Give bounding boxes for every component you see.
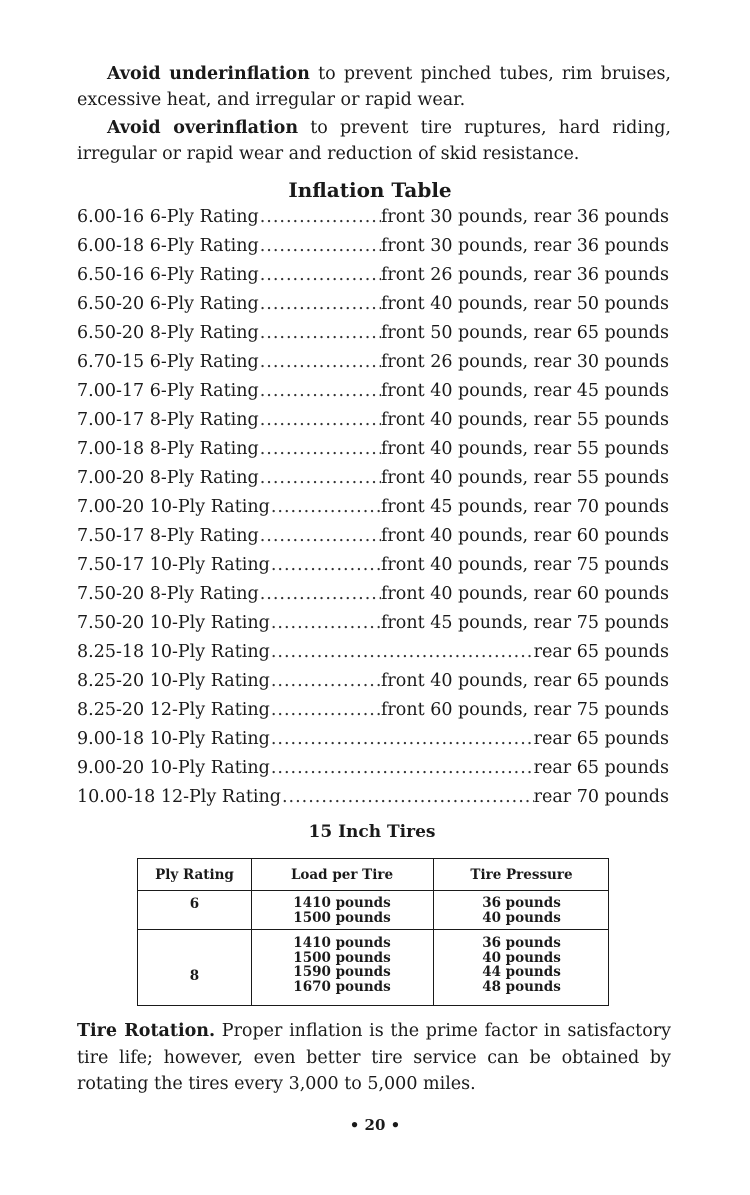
tire-size: 10.00-18 12-Ply Rating [77, 786, 281, 807]
pressure-value: 44 pounds [482, 964, 561, 980]
tire-size: 6.70-15 6-Ply Rating [77, 351, 259, 372]
pressure-group-8 [433, 936, 610, 994]
dot-leader [259, 323, 381, 343]
overinflation-text: to prevent tire ruptures, hard riding, irregular or rapid wear and reduction of skid resistance. [77, 118, 671, 164]
inflation-row [77, 550, 669, 579]
load-value: 1500 pounds [293, 949, 391, 966]
inflation-pressure: front 40 pounds, rear 55 pounds [380, 467, 669, 488]
tire-size: 6.00-16 6-Ply Rating [77, 206, 259, 227]
load-value: 1590 pounds [293, 964, 391, 980]
inflation-pressure: front 40 pounds, rear 50 pounds [380, 293, 669, 314]
dot-leader [259, 294, 381, 314]
dot-leader [259, 381, 381, 401]
ply-rating-6: 6 [189, 896, 200, 912]
tire-size: 6.50-20 6-Ply Rating [77, 293, 259, 314]
inflation-pressure: rear 70 pounds [533, 786, 669, 807]
inflation-row [77, 724, 669, 753]
dot-leader [259, 236, 381, 256]
tire-rotation-paragraph [77, 1018, 671, 1098]
tire-size: 7.00-17 8-Ply Rating [77, 409, 259, 430]
load-value: 1410 pounds [293, 895, 391, 911]
inflation-pressure: front 40 pounds, rear 65 pounds [380, 670, 669, 691]
pressure-group-6 [433, 896, 610, 925]
tire-size: 6.50-16 6-Ply Rating [77, 264, 259, 285]
header-ply-rating: Ply Rating [155, 867, 234, 883]
inflation-pressure: front 45 pounds, rear 70 pounds [380, 496, 669, 517]
inflation-pressure: front 40 pounds, rear 55 pounds [380, 409, 669, 430]
inflation-pressure: front 60 pounds, rear 75 pounds [380, 699, 669, 720]
inflation-row [77, 492, 669, 521]
dot-leader [259, 410, 381, 430]
inflation-pressure: front 40 pounds, rear 55 pounds [380, 438, 669, 459]
inflation-pressure: rear 65 pounds [533, 641, 669, 662]
inflation-row [77, 579, 669, 608]
inflation-pressure: front 40 pounds, rear 75 pounds [380, 554, 669, 575]
tire-size: 8.25-20 10-Ply Rating [77, 670, 270, 691]
tire-size: 8.25-20 12-Ply Rating [77, 699, 270, 720]
inflation-pressure: front 40 pounds, rear 60 pounds [380, 525, 669, 546]
tire-size: 6.00-18 6-Ply Rating [77, 235, 259, 256]
tire-size: 7.00-20 8-Ply Rating [77, 467, 259, 488]
inflation-pressure: rear 65 pounds [533, 757, 669, 778]
inflation-row [77, 463, 669, 492]
inflation-row [77, 289, 669, 318]
ply-rating-8: 8 [189, 968, 200, 984]
pressure-value: 40 pounds [482, 949, 561, 966]
tire-size: 8.25-18 10-Ply Rating [77, 641, 270, 662]
dot-leader [270, 555, 381, 575]
underinflation-lead: Avoid underinflation [107, 64, 310, 84]
inflation-row [77, 782, 669, 811]
dot-leader [259, 207, 381, 227]
tire-size: 7.50-20 10-Ply Rating [77, 612, 270, 633]
fifteen-inch-tires-title: 15 Inch Tires [308, 822, 436, 842]
pressure-value: 48 pounds [482, 978, 561, 995]
tire-rotation-lead: Tire Rotation. [77, 1021, 216, 1041]
inflation-row [77, 347, 669, 376]
table-header-row [138, 859, 608, 891]
inflation-pressure: rear 65 pounds [533, 728, 669, 749]
tire-size: 7.50-17 8-Ply Rating [77, 525, 259, 546]
load-value: 1670 pounds [293, 978, 391, 995]
load-group-8 [251, 936, 433, 994]
inflation-row [77, 405, 669, 434]
inflation-row [77, 753, 669, 782]
row-divider [138, 929, 608, 930]
dot-leader [259, 265, 381, 285]
overinflation-paragraph [77, 115, 671, 167]
pressure-value: 36 pounds [482, 935, 561, 951]
tire-size: 7.00-17 6-Ply Rating [77, 380, 259, 401]
page-number: • 20 • [349, 1116, 401, 1134]
overinflation-lead: Avoid overinflation [107, 118, 299, 138]
tire-size: 7.50-20 8-Ply Rating [77, 583, 259, 604]
inflation-pressure: front 26 pounds, rear 30 pounds [380, 351, 669, 372]
dot-leader [270, 758, 534, 778]
inflation-row [77, 231, 669, 260]
inflation-row [77, 521, 669, 550]
inflation-row [77, 318, 669, 347]
tire-size: 7.00-18 8-Ply Rating [77, 438, 259, 459]
dot-leader [259, 352, 381, 372]
inflation-table-title: Inflation Table [288, 178, 452, 202]
load-value: 1500 pounds [293, 909, 391, 926]
underinflation-paragraph [77, 61, 671, 113]
inflation-row [77, 637, 669, 666]
fifteen-inch-tires-table [137, 858, 609, 1006]
dot-leader [259, 584, 381, 604]
dot-leader [270, 700, 381, 720]
dot-leader [259, 526, 381, 546]
inflation-row [77, 202, 669, 231]
dot-leader [281, 787, 534, 807]
tire-size: 7.50-17 10-Ply Rating [77, 554, 270, 575]
inflation-pressure: front 40 pounds, rear 60 pounds [380, 583, 669, 604]
dot-leader [270, 671, 381, 691]
load-value: 1410 pounds [293, 935, 391, 951]
inflation-pressure: front 40 pounds, rear 45 pounds [380, 380, 669, 401]
inflation-row [77, 260, 669, 289]
header-load-per-tire: Load per Tire [290, 867, 394, 883]
dot-leader [270, 497, 381, 517]
load-group-6 [251, 896, 433, 925]
inflation-table [77, 202, 669, 811]
inflation-row [77, 608, 669, 637]
inflation-pressure: front 26 pounds, rear 36 pounds [380, 264, 669, 285]
dot-leader [259, 468, 381, 488]
inflation-pressure: front 30 pounds, rear 36 pounds [380, 235, 669, 256]
dot-leader [270, 613, 381, 633]
tire-rotation-text: Proper inflation is the prime factor in satisfactory tire life; however, even better tire service can be obtained by rotating the tires every 3,000 to 5,000 miles. [77, 1021, 672, 1094]
inflation-row [77, 695, 669, 724]
pressure-value: 36 pounds [482, 895, 561, 911]
header-tire-pressure: Tire Pressure [470, 867, 573, 883]
dot-leader [270, 729, 534, 749]
inflation-pressure: front 50 pounds, rear 65 pounds [380, 322, 669, 343]
dot-leader [259, 439, 381, 459]
dot-leader [270, 642, 534, 662]
inflation-pressure: front 30 pounds, rear 36 pounds [380, 206, 669, 227]
inflation-row [77, 434, 669, 463]
tire-size: 9.00-20 10-Ply Rating [77, 757, 270, 778]
inflation-pressure: front 45 pounds, rear 75 pounds [380, 612, 669, 633]
pressure-value: 40 pounds [482, 909, 561, 926]
inflation-row [77, 666, 669, 695]
inflation-row [77, 376, 669, 405]
tire-size: 7.00-20 10-Ply Rating [77, 496, 270, 517]
tire-size: 9.00-18 10-Ply Rating [77, 728, 270, 749]
tire-size: 6.50-20 8-Ply Rating [77, 322, 259, 343]
underinflation-text: to prevent pinched tubes, rim bruises, excessive heat, and irregular or rapid wear. [77, 64, 671, 110]
